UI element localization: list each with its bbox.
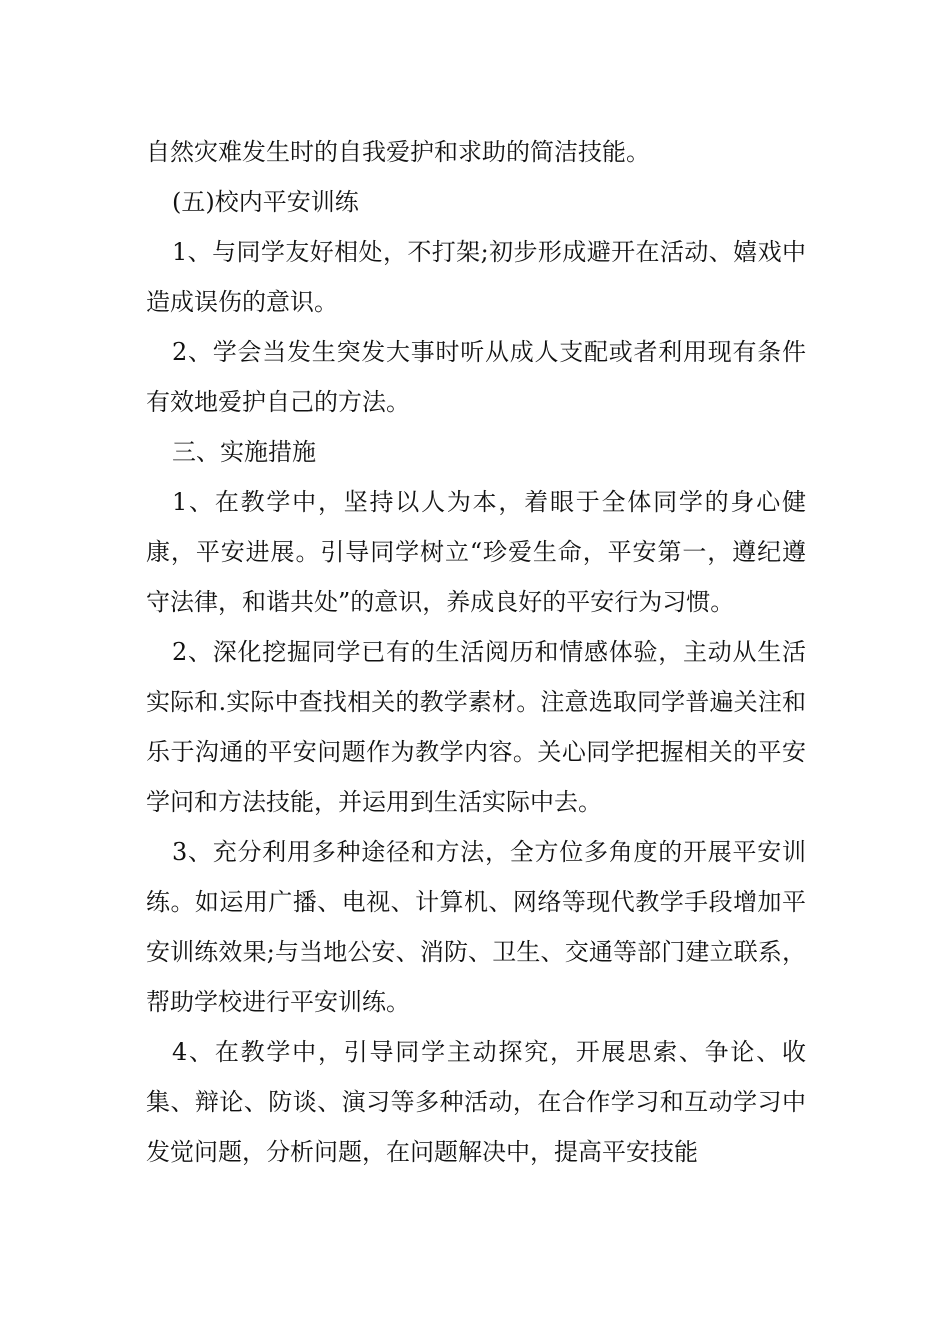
section-heading-measures: 三、实施措施 [172, 438, 316, 466]
paragraph-7: 2、深化挖掘同学已有的生活阅历和情感体验，主动从生活实际和.实际中查找相关的教学素材。注意选取同学普遍关注和乐于沟通的平安问题作为教学内容。关心同学把握相关的平安学问和方法技能，并运用到生活实际中去。 [146, 638, 806, 816]
paragraph-3: 1、与同学友好相处，不打架;初步形成避开在活动、嬉戏中造成误伤的意识。 [146, 238, 806, 316]
paragraph-4: 2、学会当发生突发大事时听从成人支配或者利用现有条件有效地爱护自己的方法。 [146, 338, 806, 416]
paragraph-9: 4、在教学中，引导同学主动探究，开展思索、争论、收集、辩论、防谈、演习等多种活动，在合作学习和互动学习中发觉问题，分析问题，在问题解决中，提高平安技能 [146, 1038, 806, 1166]
paragraph-8: 3、充分利用多种途径和方法，全方位多角度的开展平安训练。如运用广播、电视、计算机、网络等现代教学手段增加平安训练效果;与当地公安、消防、卫生、交通等部门建立联系，帮助学校进行平安训练。 [146, 838, 806, 1016]
paragraph-1: 自然灾难发生时的自我爱护和求助的简洁技能。 [146, 138, 650, 166]
paragraph-6: 1、在教学中，坚持以人为本，着眼于全体同学的身心健康，平安进展。引导同学树立“珍爱生命，平安第一，遵纪遵守法律，和谐共处”的意识，养成良好的平安行为习惯。 [146, 488, 806, 616]
section-heading-campus-safety: (五)校内平安训练 [172, 188, 359, 216]
document-body [146, 127, 806, 1177]
